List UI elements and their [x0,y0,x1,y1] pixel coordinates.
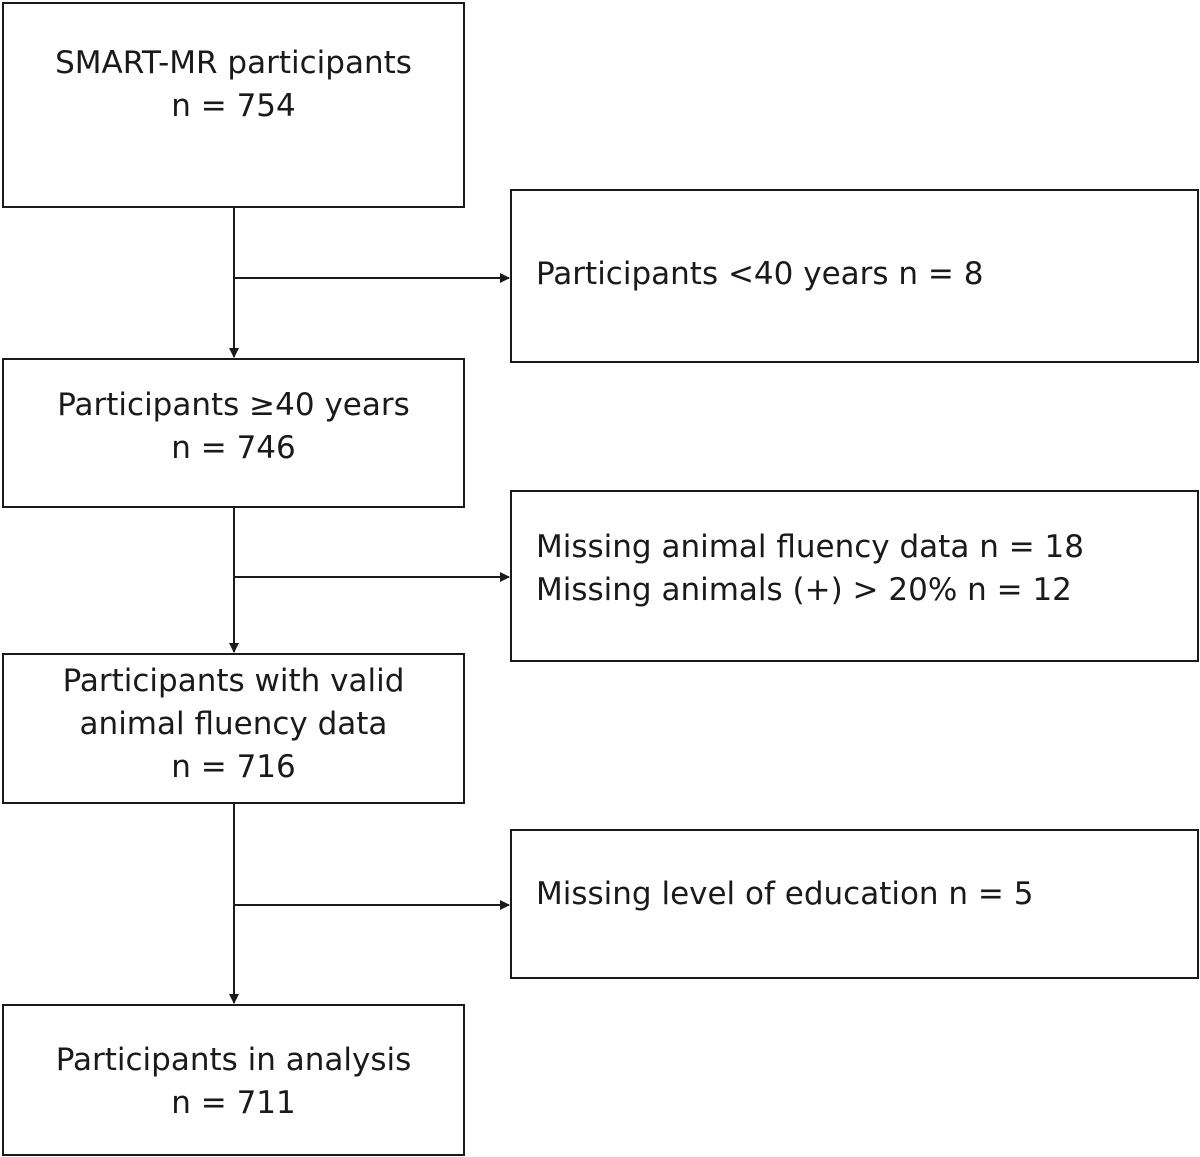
exclusion-text: Participants <40 years n = 8 [536,255,984,292]
exclusion-text: Missing level of education n = 5 [536,875,1034,912]
participants-in-analysis-box [2,1004,465,1156]
participants-40-plus-box [2,358,465,508]
box-count: n = 754 [171,88,296,124]
exclusion-under-40-box [510,189,1199,363]
box-label: Participants ≥40 years [57,387,410,423]
box-count: n = 711 [171,1085,296,1121]
box-label-continued: animal fluency data [79,706,388,742]
box-label: Participants in analysis [55,1042,412,1078]
box-label: SMART-MR participants [55,45,412,81]
exclusion-education-box [510,829,1199,979]
box-count: n = 746 [171,430,296,466]
smart-mr-participants-box [2,2,465,208]
exclusion-text-2: Missing animals (+) > 20% n = 12 [536,572,1072,608]
exclusion-fluency-box [510,490,1199,662]
valid-fluency-data-box [2,653,465,804]
exclusion-text: Missing animal fluency data n = 18 [536,529,1084,565]
box-label: Participants with valid [62,663,405,699]
box-count: n = 716 [171,749,296,785]
